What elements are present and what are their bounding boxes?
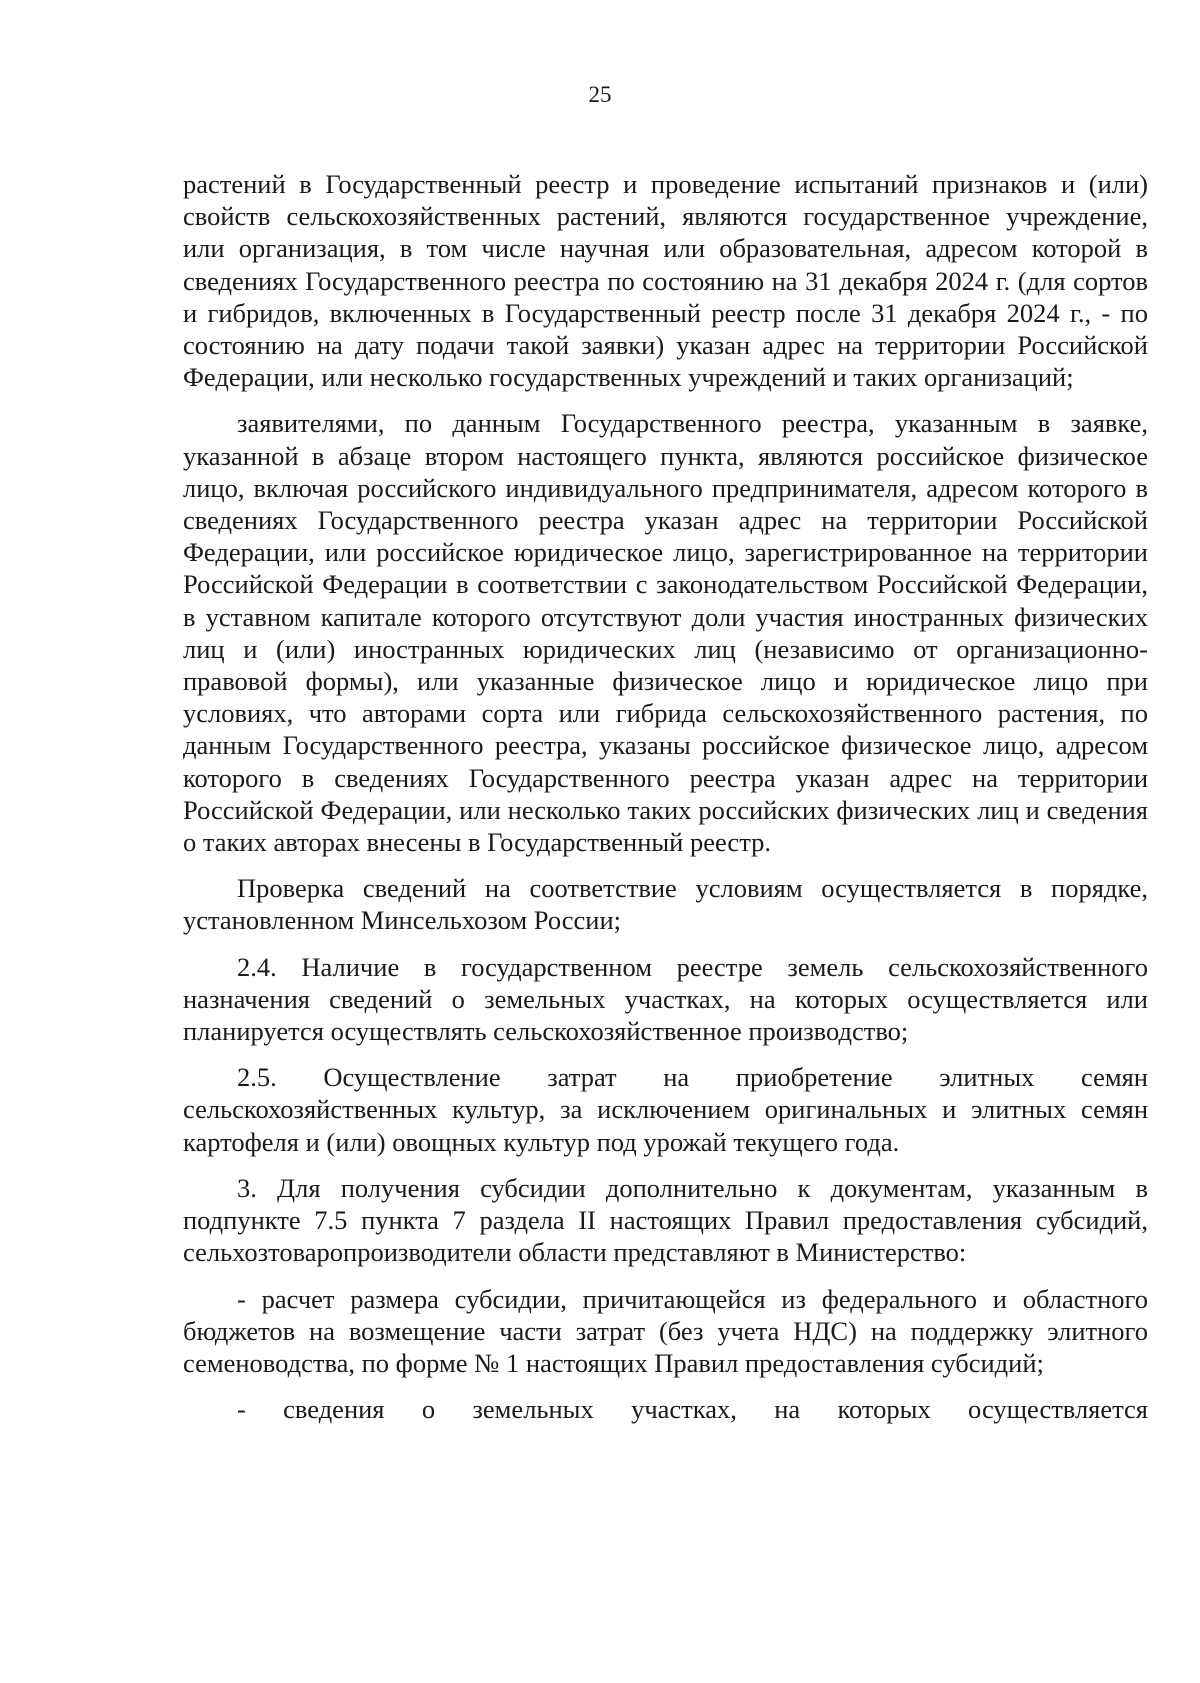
document-body: [183, 168, 1148, 1439]
paragraph-2-5: 2.5. Осуществление затрат на приобретение элитных семян сельскохозяйственных культур, за исключением оригинальных и элитных семян картофеля и (или) овощных культур под урожай текущего года.: [183, 1062, 1148, 1157]
paragraph-3: 3. Для получения субсидии дополнительно к документам, указанным в подпункте 7.5 пункта 7 раздела II настоящих Правил предоставления субсидий, сельхозтоваропроизводители области представляют в Министерство:: [183, 1172, 1148, 1268]
list-item-subsidy-calculation: - расчет размера субсидии, причитающейся из федерального и областного бюджетов на возмещение части затрат (без учета НДС) на поддержку элитного семеноводства, по форме № 1 настоящих Правил предоставления субсидий;: [183, 1283, 1148, 1378]
paragraph-verification: Проверка сведений на соответствие условиям осуществляется в порядке, установленном Минсельхозом России;: [183, 873, 1148, 936]
paragraph-applicants: заявителями, по данным Государственного реестра, указанным в заявке, указанной в абзаце втором настоящего пункта, являются российское физическое лицо, включая российского индивидуального предпринимателя, адресом которого в сведениях Государственного реестра указан адрес на территории Российской Федерации, или российское юридическое лицо, зарегистрированное на территории Российской Федерации в соответствии с законодательством Российской Федерации, в уставном капитале которого отсутствуют доли участия иностранных физических лиц и (или) иностранных юридических лиц (независимо от организационно-правовой формы), или указанные физическое лицо и юридическое лицо при условиях, что авторами сорта или гибрида сельскохозяйственного растения, по данным Государственного реестра, указаны российское физическое лицо, адресом которого в сведениях Государственного реестра указан адрес на территории Российской Федерации, или несколько таких российских физических лиц и сведения о таких авторах внесены в Государственный реестр.: [183, 408, 1148, 858]
paragraph-continuation: растений в Государственный реестр и проведение испытаний признаков и (или) свойств сельскохозяйственных растений, являются государственное учреждение, или организация, в том числе научная или образовательная, адресом которой в сведениях Государственного реестра по состоянию на 31 декабря 2024 г. (для сортов и гибридов, включенных в Государственный реестр после 31 декабря 2024 г., - по состоянию на дату подачи такой заявки) указан адрес на территории Российской Федерации, или несколько государственных учреждений и таких организаций;: [183, 169, 1148, 393]
page-number: 25: [588, 82, 612, 107]
list-item-land-plots: - сведения о земельных участках, на которых осуществляется: [237, 1394, 1148, 1425]
paragraph-2-4: 2.4. Наличие в государственном реестре земель сельскохозяйственного назначения сведений о земельных участках, на которых осуществляется или планируется осуществлять сельскохозяйственное производство;: [183, 951, 1148, 1047]
